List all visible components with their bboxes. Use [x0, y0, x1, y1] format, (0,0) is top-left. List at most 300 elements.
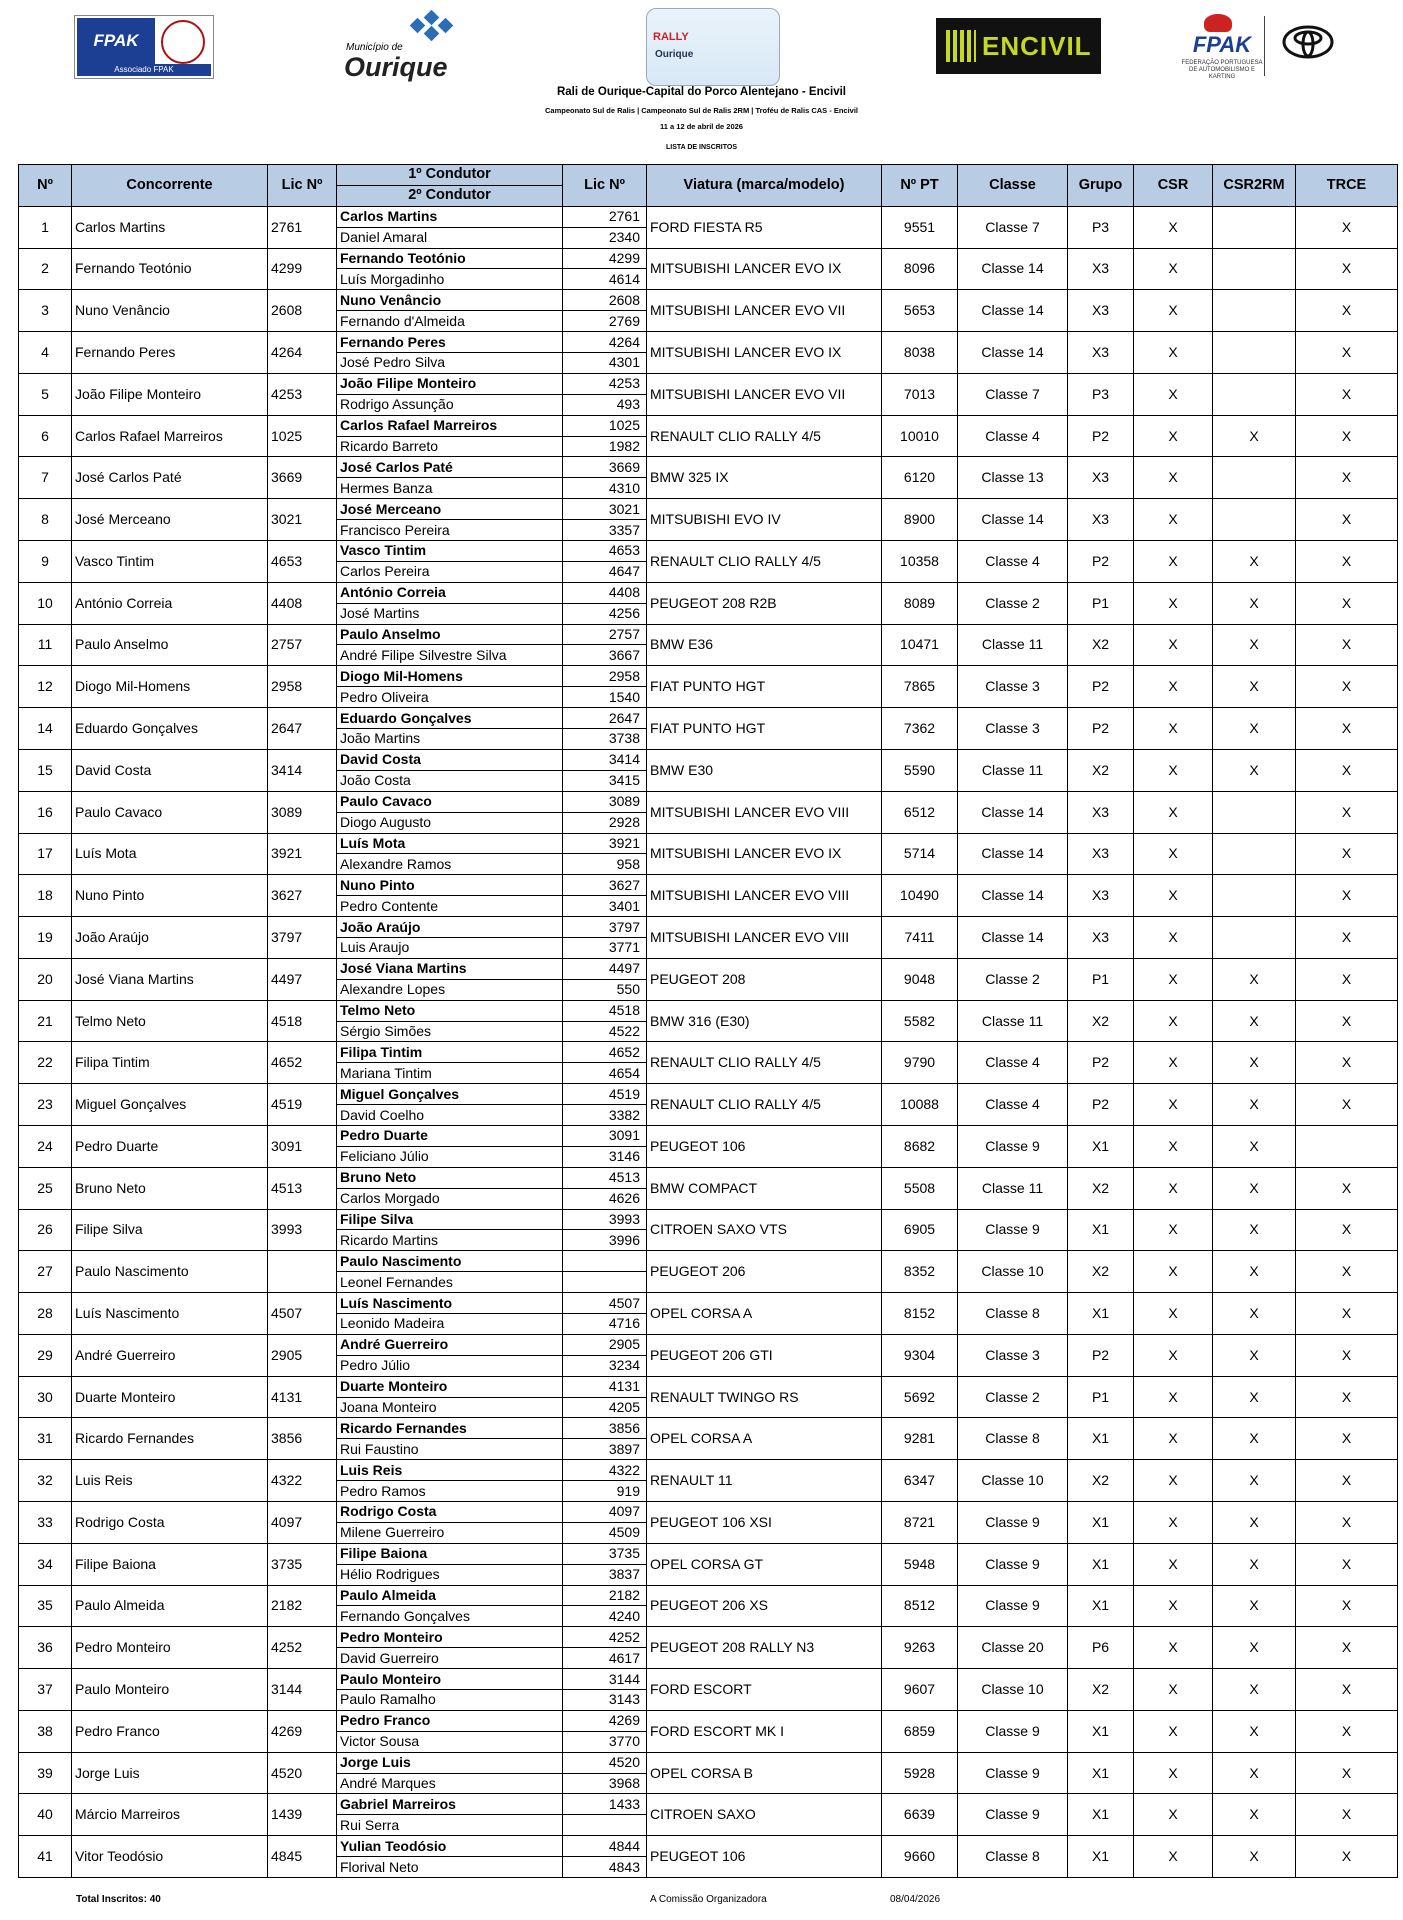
entrant-name: João Araújo: [72, 917, 268, 959]
pt-number: 8352: [882, 1251, 958, 1293]
entrant-name: Filipe Silva: [72, 1209, 268, 1251]
table-row: [19, 666, 1398, 687]
class-cell: Classe 9: [958, 1794, 1068, 1836]
first-driver: António Correia: [337, 582, 563, 603]
entrant-licence: 4845: [268, 1836, 337, 1878]
trce-mark: X: [1296, 1042, 1398, 1084]
second-driver-licence: 4240: [563, 1606, 647, 1627]
entrant-name: Miguel Gonçalves: [72, 1084, 268, 1126]
first-driver: Duarte Monteiro: [337, 1376, 563, 1397]
entry-number: 34: [19, 1543, 72, 1585]
second-driver-licence: 3738: [563, 729, 647, 750]
pt-number: 9263: [882, 1627, 958, 1669]
entrant-licence: 3091: [268, 1125, 337, 1167]
trce-mark: X: [1296, 1502, 1398, 1544]
table-row: [19, 248, 1398, 269]
first-driver: Nuno Venâncio: [337, 290, 563, 311]
car-model: BMW 325 IX: [647, 457, 882, 499]
pt-number: 8089: [882, 582, 958, 624]
car-model: RENAULT 11: [647, 1460, 882, 1502]
first-driver: Gabriel Marreiros: [337, 1794, 563, 1815]
csr-mark: X: [1134, 1251, 1213, 1293]
toyota-logo-icon: [1282, 24, 1334, 60]
class-cell: Classe 3: [958, 666, 1068, 708]
second-driver-licence: 3234: [563, 1355, 647, 1376]
second-driver: Sérgio Simões: [337, 1021, 563, 1042]
entrant-licence: 4299: [268, 248, 337, 290]
entrant-name: Duarte Monteiro: [72, 1376, 268, 1418]
pt-number: 5714: [882, 833, 958, 875]
csr-mark: X: [1134, 1125, 1213, 1167]
table-row: [19, 332, 1398, 353]
pt-number: 10358: [882, 541, 958, 583]
csr-mark: X: [1134, 1167, 1213, 1209]
municipio-label: Município de: [346, 42, 403, 53]
group-cell: X3: [1068, 833, 1134, 875]
car-model: MITSUBISHI LANCER EVO VII: [647, 290, 882, 332]
car-model: BMW E36: [647, 624, 882, 666]
csr-mark: X: [1134, 1376, 1213, 1418]
pt-number: 10490: [882, 875, 958, 917]
car-model: OPEL CORSA A: [647, 1293, 882, 1335]
csr2rm-mark: X: [1213, 1710, 1296, 1752]
csr2rm-mark: X: [1213, 1585, 1296, 1627]
table-row: [19, 1460, 1398, 1481]
csr-mark: X: [1134, 958, 1213, 1000]
logo-square-icon: [424, 26, 440, 42]
class-cell: Classe 11: [958, 1000, 1068, 1042]
entry-number: 19: [19, 917, 72, 959]
pt-number: 6347: [882, 1460, 958, 1502]
car-model: FIAT PUNTO HGT: [647, 708, 882, 750]
car-model: PEUGEOT 206 XS: [647, 1585, 882, 1627]
municipio-ourique-logo: [340, 12, 470, 82]
group-cell: P2: [1068, 415, 1134, 457]
table-row: [19, 415, 1398, 436]
entrant-name: Fernando Teotónio: [72, 248, 268, 290]
entry-number: 28: [19, 1293, 72, 1335]
second-driver: Daniel Amaral: [337, 227, 563, 248]
second-driver: José Pedro Silva: [337, 353, 563, 374]
group-cell: X2: [1068, 1669, 1134, 1711]
second-driver: Fernando d'Almeida: [337, 311, 563, 332]
first-driver-licence: 4253: [563, 373, 647, 394]
class-cell: Classe 2: [958, 582, 1068, 624]
fpak-federation-logo: [1180, 14, 1264, 78]
csr-mark: X: [1134, 708, 1213, 750]
table-row: [19, 1293, 1398, 1314]
table-row: [19, 1752, 1398, 1773]
first-driver-licence: 4518: [563, 1000, 647, 1021]
csr2rm-mark: [1213, 875, 1296, 917]
second-driver: Mariana Tintim: [337, 1063, 563, 1084]
class-cell: Classe 9: [958, 1125, 1068, 1167]
csr-mark: X: [1134, 1209, 1213, 1251]
table-row: [19, 1418, 1398, 1439]
csr2rm-mark: X: [1213, 415, 1296, 457]
csr-mark: X: [1134, 1627, 1213, 1669]
entry-number: 3: [19, 290, 72, 332]
entrant-licence: 4131: [268, 1376, 337, 1418]
col-driver2: 2º Condutor: [337, 185, 563, 206]
pt-number: 5582: [882, 1000, 958, 1042]
csr-mark: X: [1134, 1084, 1213, 1126]
car-model: MITSUBISHI LANCER EVO IX: [647, 248, 882, 290]
car-model: FORD ESCORT: [647, 1669, 882, 1711]
entrant-name: Pedro Duarte: [72, 1125, 268, 1167]
car-model: MITSUBISHI LANCER EVO IX: [647, 332, 882, 374]
table-row: [19, 1376, 1398, 1397]
csr2rm-mark: [1213, 499, 1296, 541]
second-driver-licence: 3357: [563, 520, 647, 541]
second-driver-licence: 4617: [563, 1648, 647, 1669]
trce-mark: X: [1296, 457, 1398, 499]
car-model: OPEL CORSA B: [647, 1752, 882, 1794]
second-driver-licence: 4205: [563, 1397, 647, 1418]
entry-number: 4: [19, 332, 72, 374]
group-cell: X2: [1068, 749, 1134, 791]
first-driver-licence: 3669: [563, 457, 647, 478]
second-driver-licence: 3996: [563, 1230, 647, 1251]
entry-number: 38: [19, 1710, 72, 1752]
entrant-name: João Filipe Monteiro: [72, 373, 268, 415]
second-driver: David Guerreiro: [337, 1648, 563, 1669]
first-driver: José Carlos Paté: [337, 457, 563, 478]
group-cell: X2: [1068, 1000, 1134, 1042]
second-driver: Francisco Pereira: [337, 520, 563, 541]
first-driver: Eduardo Gonçalves: [337, 708, 563, 729]
entrant-licence: 3669: [268, 457, 337, 499]
first-driver: Ricardo Fernandes: [337, 1418, 563, 1439]
first-driver-licence: 3091: [563, 1125, 647, 1146]
first-driver: Filipe Silva: [337, 1209, 563, 1230]
col-lic2: Lic Nº: [563, 165, 647, 207]
car-model: RENAULT CLIO RALLY 4/5: [647, 1042, 882, 1084]
csr-mark: X: [1134, 541, 1213, 583]
second-driver-licence: 4654: [563, 1063, 647, 1084]
entrant-name: André Guerreiro: [72, 1334, 268, 1376]
entry-number: 17: [19, 833, 72, 875]
group-cell: P2: [1068, 708, 1134, 750]
csr2rm-mark: X: [1213, 1084, 1296, 1126]
trce-mark: X: [1296, 749, 1398, 791]
csr2rm-mark: X: [1213, 1418, 1296, 1460]
second-driver: Rui Serra: [337, 1815, 563, 1836]
trce-mark: X: [1296, 1752, 1398, 1794]
table-row: [19, 1836, 1398, 1857]
entrant-licence: 2647: [268, 708, 337, 750]
first-driver: Jorge Luis: [337, 1752, 563, 1773]
pt-number: 8512: [882, 1585, 958, 1627]
pt-number: 9048: [882, 958, 958, 1000]
csr-mark: X: [1134, 1502, 1213, 1544]
pt-number: 6859: [882, 1710, 958, 1752]
entrant-licence: 4264: [268, 332, 337, 374]
pt-number: 6905: [882, 1209, 958, 1251]
csr-mark: X: [1134, 833, 1213, 875]
car-model: RENAULT CLIO RALLY 4/5: [647, 415, 882, 457]
group-cell: X3: [1068, 499, 1134, 541]
first-driver-licence: 3797: [563, 917, 647, 938]
second-driver-licence: 4843: [563, 1857, 647, 1878]
car-model: CITROEN SAXO: [647, 1794, 882, 1836]
pt-number: 5692: [882, 1376, 958, 1418]
col-pt: Nº PT: [882, 165, 958, 207]
entrant-name: Jorge Luis: [72, 1752, 268, 1794]
second-driver-licence: 1982: [563, 436, 647, 457]
fpak-federation-text: FPAK: [1192, 32, 1252, 57]
car-model: BMW COMPACT: [647, 1167, 882, 1209]
second-driver: Pedro Contente: [337, 896, 563, 917]
entrant-name: Carlos Rafael Marreiros: [72, 415, 268, 457]
first-driver-licence: 4520: [563, 1752, 647, 1773]
col-viatura: Viatura (marca/modelo): [647, 165, 882, 207]
first-driver: José Viana Martins: [337, 958, 563, 979]
second-driver-licence: 3770: [563, 1731, 647, 1752]
total-entries: Total Inscritos: 40: [76, 1894, 161, 1905]
trce-mark: X: [1296, 917, 1398, 959]
entrant-licence: 3921: [268, 833, 337, 875]
first-driver-licence: 4252: [563, 1627, 647, 1648]
entrant-licence: 4513: [268, 1167, 337, 1209]
first-driver: Filipa Tintim: [337, 1042, 563, 1063]
table-row: [19, 457, 1398, 478]
encivil-text: ENCIVIL: [982, 31, 1092, 61]
group-cell: X3: [1068, 875, 1134, 917]
car-model: FORD FIESTA R5: [647, 206, 882, 248]
entrant-name: Paulo Monteiro: [72, 1669, 268, 1711]
fpak-crest-icon: [1204, 14, 1232, 32]
csr2rm-mark: X: [1213, 1167, 1296, 1209]
first-driver: David Costa: [337, 749, 563, 770]
entrant-name: Vasco Tintim: [72, 541, 268, 583]
trce-mark: X: [1296, 791, 1398, 833]
logo-bar: [0, 0, 1403, 95]
entrant-name: Luís Nascimento: [72, 1293, 268, 1335]
pt-number: 8682: [882, 1125, 958, 1167]
entry-number: 20: [19, 958, 72, 1000]
table-row: [19, 1125, 1398, 1146]
second-driver: Ricardo Martins: [337, 1230, 563, 1251]
group-cell: P3: [1068, 206, 1134, 248]
first-driver: Pedro Duarte: [337, 1125, 563, 1146]
second-driver-licence: 3146: [563, 1146, 647, 1167]
first-driver-licence: 4513: [563, 1167, 647, 1188]
second-driver-licence: 4626: [563, 1188, 647, 1209]
csr2rm-mark: X: [1213, 749, 1296, 791]
entry-number: 41: [19, 1836, 72, 1878]
trce-mark: X: [1296, 290, 1398, 332]
second-driver-licence: 4522: [563, 1021, 647, 1042]
first-driver-licence: 1025: [563, 415, 647, 436]
trce-mark: X: [1296, 582, 1398, 624]
second-driver-licence: 4301: [563, 353, 647, 374]
pt-number: 10088: [882, 1084, 958, 1126]
entry-number: 25: [19, 1167, 72, 1209]
pt-number: 10471: [882, 624, 958, 666]
trce-mark: X: [1296, 833, 1398, 875]
table-row: [19, 1042, 1398, 1063]
table-row: [19, 624, 1398, 645]
car-model: MITSUBISHI LANCER EVO VII: [647, 373, 882, 415]
first-driver-licence: 4264: [563, 332, 647, 353]
entrant-licence: 3021: [268, 499, 337, 541]
group-cell: P1: [1068, 1376, 1134, 1418]
entrant-licence: 4497: [268, 958, 337, 1000]
second-driver: João Martins: [337, 729, 563, 750]
pt-number: 5508: [882, 1167, 958, 1209]
csr-mark: X: [1134, 1000, 1213, 1042]
first-driver: Bruno Neto: [337, 1167, 563, 1188]
pt-number: 9790: [882, 1042, 958, 1084]
csr-mark: X: [1134, 1293, 1213, 1335]
second-driver: André Marques: [337, 1773, 563, 1794]
group-cell: X3: [1068, 332, 1134, 374]
first-driver: Luís Nascimento: [337, 1293, 563, 1314]
second-driver-licence: 919: [563, 1481, 647, 1502]
second-driver-licence: [563, 1815, 647, 1836]
entrant-licence: [268, 1251, 337, 1293]
class-cell: Classe 13: [958, 457, 1068, 499]
second-driver: Pedro Oliveira: [337, 687, 563, 708]
pt-number: 7865: [882, 666, 958, 708]
csr-mark: X: [1134, 624, 1213, 666]
second-driver-licence: 4716: [563, 1313, 647, 1334]
trce-mark: X: [1296, 1669, 1398, 1711]
entrant-name: José Merceano: [72, 499, 268, 541]
group-cell: X2: [1068, 624, 1134, 666]
csr-mark: X: [1134, 290, 1213, 332]
group-cell: X3: [1068, 917, 1134, 959]
entry-number: 21: [19, 1000, 72, 1042]
second-driver: Paulo Ramalho: [337, 1690, 563, 1711]
first-driver-licence: 2905: [563, 1334, 647, 1355]
class-cell: Classe 7: [958, 206, 1068, 248]
trce-mark: X: [1296, 332, 1398, 374]
entrant-name: Vitor Teodósio: [72, 1836, 268, 1878]
entry-number: 32: [19, 1460, 72, 1502]
trce-mark: X: [1296, 1836, 1398, 1878]
class-cell: Classe 14: [958, 917, 1068, 959]
entrant-licence: 2608: [268, 290, 337, 332]
fpak-associate-logo: [74, 15, 214, 79]
second-driver: David Coelho: [337, 1105, 563, 1126]
class-cell: Classe 8: [958, 1418, 1068, 1460]
group-cell: X2: [1068, 1167, 1134, 1209]
car-model: OPEL CORSA A: [647, 1418, 882, 1460]
second-driver: Rodrigo Assunção: [337, 394, 563, 415]
second-driver: Hélio Rodrigues: [337, 1564, 563, 1585]
first-driver-licence: 3921: [563, 833, 647, 854]
table-row: [19, 749, 1398, 770]
event-subtitle: Campeonato Sul de Ralis | Campeonato Sul de Ralis 2RM | Troféu de Ralis CAS - Encivil: [544, 106, 858, 115]
entrant-licence: 3735: [268, 1543, 337, 1585]
pt-number: 9551: [882, 206, 958, 248]
class-cell: Classe 2: [958, 1376, 1068, 1418]
second-driver-licence: 3771: [563, 937, 647, 958]
second-driver-licence: 3968: [563, 1773, 647, 1794]
table-row: [19, 206, 1398, 227]
pt-number: 8721: [882, 1502, 958, 1544]
group-cell: X3: [1068, 457, 1134, 499]
col-driver1: 1º Condutor: [337, 165, 563, 186]
second-driver-licence: 550: [563, 979, 647, 1000]
entrant-licence: 1025: [268, 415, 337, 457]
table-row: [19, 1794, 1398, 1815]
group-cell: P1: [1068, 582, 1134, 624]
trce-mark: X: [1296, 875, 1398, 917]
second-driver-licence: 3667: [563, 645, 647, 666]
csr2rm-mark: [1213, 206, 1296, 248]
logo-square-icon: [424, 10, 440, 26]
entry-list-table: [18, 164, 1398, 1878]
event-title: Rali de Ourique-Capital do Porco Alentejano - Encivil: [556, 86, 847, 98]
first-driver-licence: 4652: [563, 1042, 647, 1063]
fpak-federation-sub: FEDERAÇÃO PORTUGUESA DE AUTOMOBILISMO E KARTING: [1181, 60, 1263, 80]
car-model: PEUGEOT 208: [647, 958, 882, 1000]
trce-mark: X: [1296, 1209, 1398, 1251]
entrant-name: David Costa: [72, 749, 268, 791]
entrant-name: Eduardo Gonçalves: [72, 708, 268, 750]
class-cell: Classe 14: [958, 875, 1068, 917]
club-emblem-icon: [161, 20, 205, 64]
rally-logo-title: RALLY: [653, 31, 689, 43]
csr2rm-mark: X: [1213, 1794, 1296, 1836]
pt-number: 5948: [882, 1543, 958, 1585]
second-driver: Carlos Morgado: [337, 1188, 563, 1209]
class-cell: Classe 14: [958, 290, 1068, 332]
pt-number: 8038: [882, 332, 958, 374]
table-row: [19, 875, 1398, 896]
table-row: [19, 1000, 1398, 1021]
first-driver-licence: [563, 1251, 647, 1272]
class-cell: Classe 9: [958, 1585, 1068, 1627]
csr2rm-mark: X: [1213, 1000, 1296, 1042]
first-driver-licence: 4653: [563, 541, 647, 562]
entrant-licence: 3144: [268, 1669, 337, 1711]
first-driver: Telmo Neto: [337, 1000, 563, 1021]
car-model: MITSUBISHI LANCER EVO IX: [647, 833, 882, 875]
trce-mark: X: [1296, 248, 1398, 290]
entrant-name: José Carlos Paté: [72, 457, 268, 499]
first-driver: Pedro Franco: [337, 1710, 563, 1731]
class-cell: Classe 10: [958, 1460, 1068, 1502]
second-driver: Carlos Pereira: [337, 561, 563, 582]
csr2rm-mark: [1213, 791, 1296, 833]
table-row: [19, 1543, 1398, 1564]
entrant-licence: 3089: [268, 791, 337, 833]
pt-number: 10010: [882, 415, 958, 457]
car-model: BMW E30: [647, 749, 882, 791]
csr-mark: X: [1134, 1418, 1213, 1460]
group-cell: P2: [1068, 1042, 1134, 1084]
class-cell: Classe 3: [958, 1334, 1068, 1376]
second-driver: Ricardo Barreto: [337, 436, 563, 457]
class-cell: Classe 20: [958, 1627, 1068, 1669]
first-driver-licence: 4097: [563, 1502, 647, 1523]
entrant-name: Luís Mota: [72, 833, 268, 875]
csr2rm-mark: [1213, 917, 1296, 959]
csr2rm-mark: [1213, 373, 1296, 415]
entry-number: 6: [19, 415, 72, 457]
csr2rm-mark: X: [1213, 958, 1296, 1000]
col-trce: TRCE: [1296, 165, 1398, 207]
csr2rm-mark: [1213, 833, 1296, 875]
entrant-name: Pedro Franco: [72, 1710, 268, 1752]
table-row: [19, 917, 1398, 938]
car-model: BMW 316 (E30): [647, 1000, 882, 1042]
csr2rm-mark: X: [1213, 1543, 1296, 1585]
